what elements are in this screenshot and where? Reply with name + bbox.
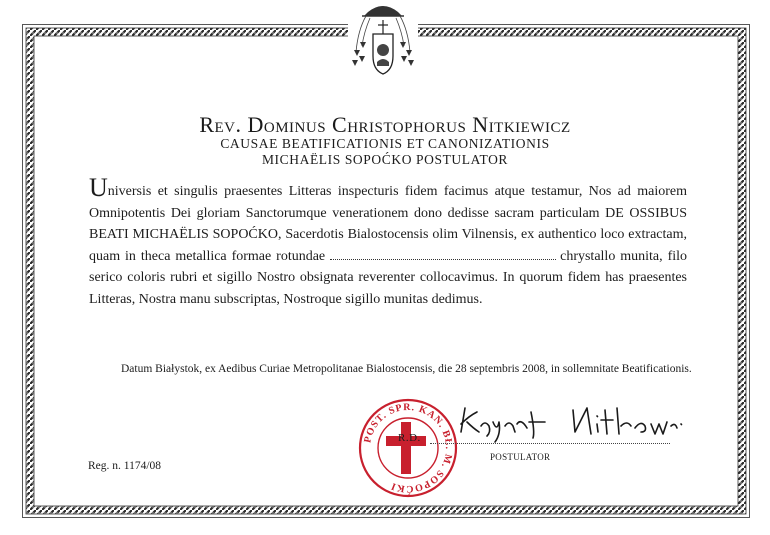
document-subtitle-1: CAUSAE BEATIFICATIONIS ET CANONIZATIONIS <box>220 136 550 151</box>
certificate-body <box>89 173 688 310</box>
body-text-start: niversis et singulis praesentes Litteras inspecturis fidem facimus atque testamur, Nos ad maiorem Omnipotentis Dei gloriam Sanctorumque venerationem dono dedisse sacram particulam DE OSSIBUS BEATI MICHAËLIS SOPOĆKO, Sacerdotis Bialostocensis olim Vilnensis, ex authentico loco extractam, quam in theca metallica formae rotundae <box>89 184 687 264</box>
coat-of-arms-icon <box>348 0 418 80</box>
dating-clause <box>89 361 697 377</box>
body-text-end: chrystallo munita, filo serico coloris rubri et sigillo Nostro obsignata reverenter collocavimus. In quorum fidem has praesentes Litteras, Nostra manu subscriptas, Nostroque sigillo munitas dedimus. <box>89 248 688 307</box>
handwritten-signature <box>455 402 685 444</box>
blank-dotted-line <box>330 247 556 260</box>
red-stamp-seal <box>356 396 460 500</box>
body-dropcap: U <box>89 173 108 202</box>
postulator-label: POSTULATOR <box>490 452 551 462</box>
document-title: Rev. Dominus Christophorus Nitkiewicz <box>199 112 571 137</box>
document-subtitle-2: MICHAËLIS SOPOĆKO POSTULATOR <box>261 152 509 167</box>
dating-clause-text: Datum Białystok, ex Aedibus Curiae Metropolitanae Bialostocensis, die 28 septembris 2008, in sollemnitate Beatificationis. <box>121 363 692 375</box>
rd-label: R.D. <box>398 432 421 444</box>
registration-number: Reg. n. 1174/08 <box>88 460 162 472</box>
svg-text:POST. SPR. KAN. BŁ. M. SOPOĆKI: POST. SPR. KAN. BŁ. M. SOPOĆKI <box>362 401 455 495</box>
